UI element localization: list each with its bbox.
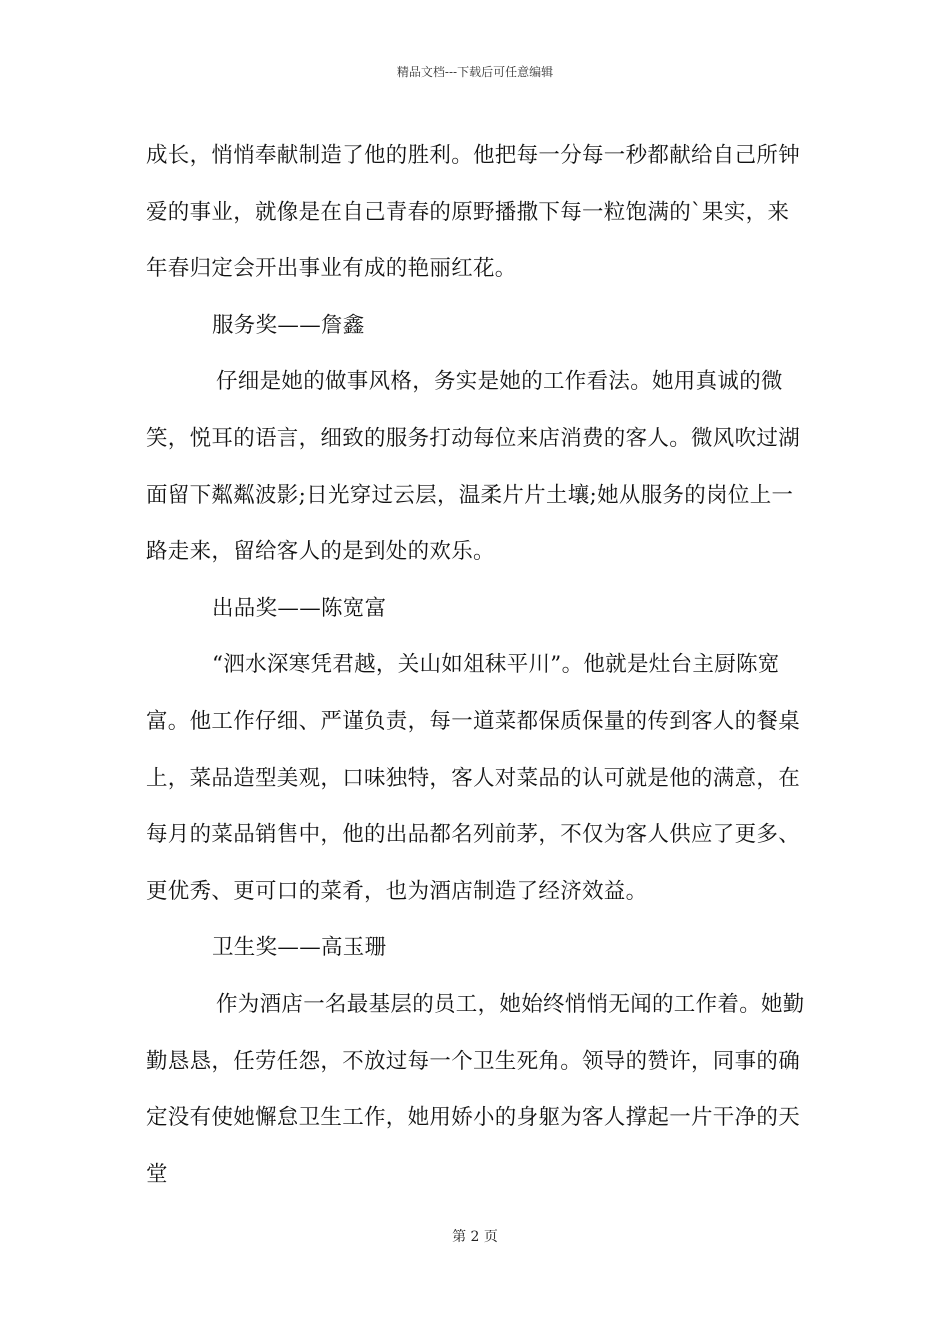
paragraph-hygiene: 作为酒店一名最基层的员工，她始终悄悄无闻的工作着。她勤勤恳恳，任劳任怨，不放过每一个卫生死角。领导的赞许，同事的确定没有使她懈怠卫生工作，她用娇小的身躯为客人撑起一片干净的天堂 <box>146 991 805 1187</box>
award-heading-service: 服务奖——詹鑫 <box>212 312 365 338</box>
paragraph-service: 仔细是她的做事风格，务实是她的工作看法。她用真诚的微笑，悦耳的语言，细致的服务打动每位来店消费的客人。微风吹过湖面留下粼粼波影;日光穿过云层，温柔片片土壤;她从服务的岗位上一路走来，留给客人的是到处的欢乐。 <box>146 369 801 565</box>
page-number: 第 2 页 <box>452 1229 498 1245</box>
paragraph-product: “泗水深寒凭君越，关山如俎秣平川”。他就是灶台主厨陈宽富。他工作仔细、严谨负责，每一道菜都保质保量的传到客人的餐桌上，菜品造型美观，口味独特，客人对菜品的认可就是他的满意，在每月的菜品销售中，他的出品都名列前茅，不仅为客人供应了更多、更优秀、更可口的菜肴，也为酒店制造了经济效益。 <box>146 652 801 904</box>
page-header: 精品文档---下载后可任意编辑 <box>396 65 554 79</box>
award-heading-hygiene: 卫生奖——高玉珊 <box>212 935 387 961</box>
document-body <box>146 128 810 1203</box>
paragraph-continuation: 成长，悄悄奉献制造了他的胜利。他把每一分每一秒都献给自己所钟爱的事业，就像是在自己青春的原野播撒下每一粒饱满的`果实，来年春归定会开出事业有成的艳丽红花。 <box>146 143 801 282</box>
award-heading-product: 出品奖——陈宽富 <box>212 595 387 621</box>
